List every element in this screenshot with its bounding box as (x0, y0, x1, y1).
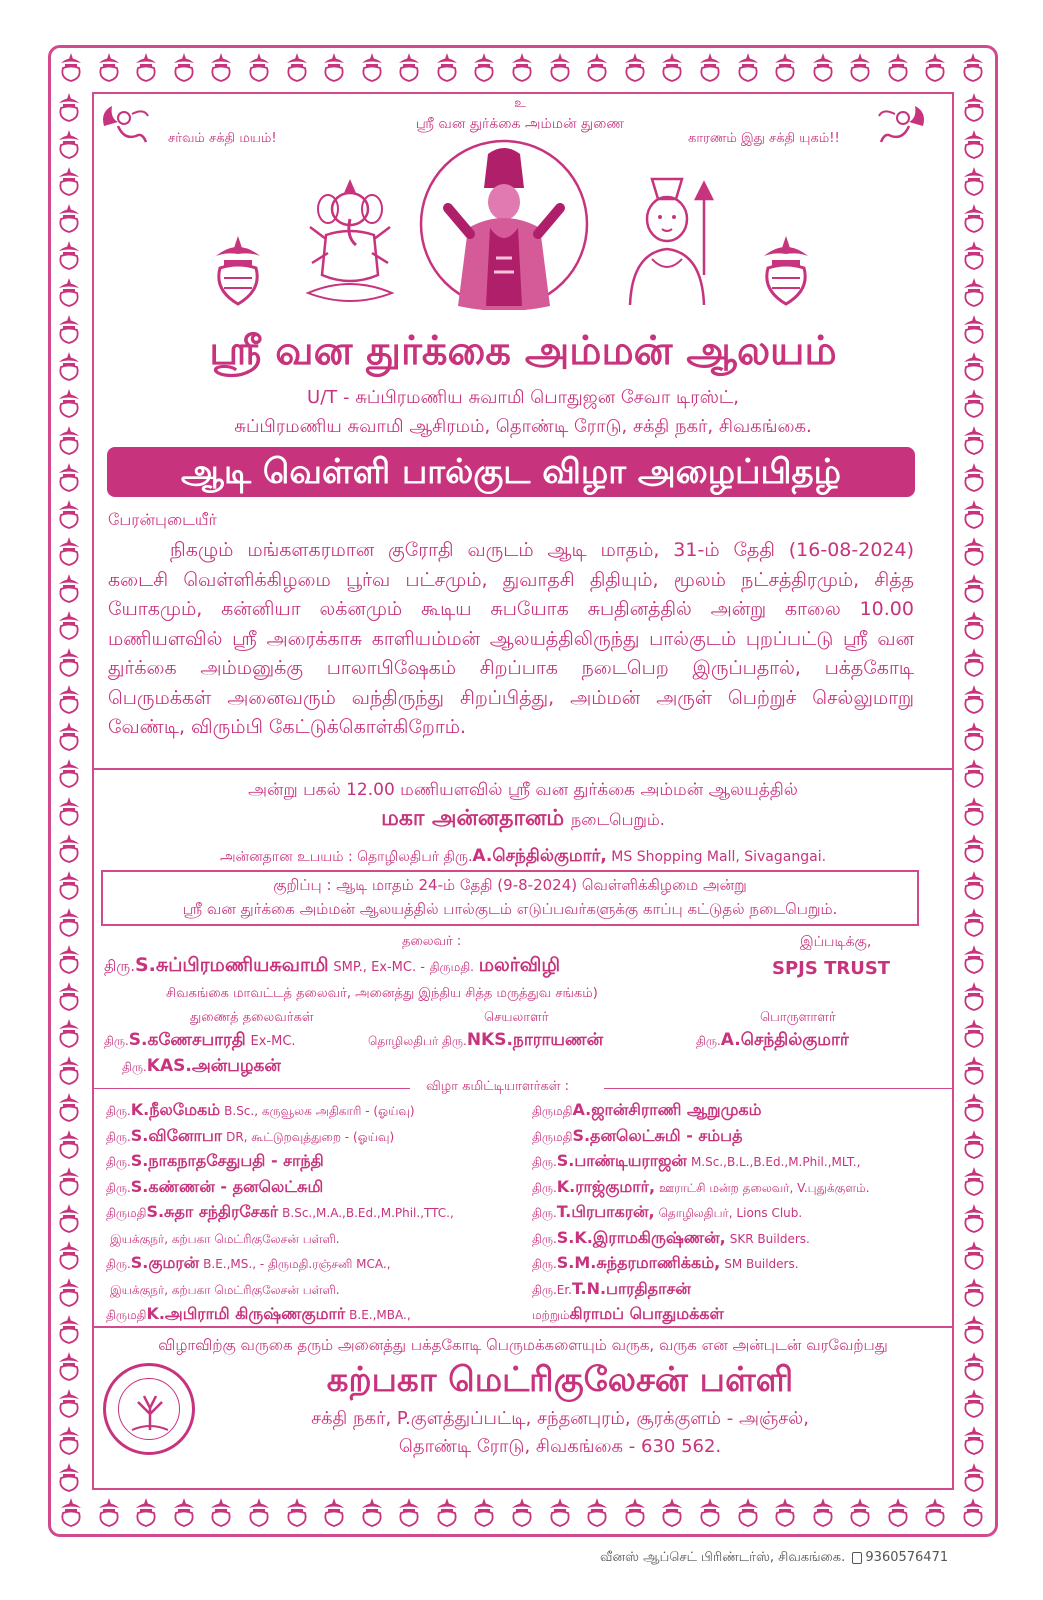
temple-title: ஸ்ரீ வன துர்க்கை அம்மன் ஆலயம் (209, 328, 837, 374)
kalasam-pot-icon (847, 52, 873, 86)
committee-member (106, 1177, 327, 1198)
president-role: சிவகங்கை மாவட்டத் தலைவர், அனைத்து இந்திய சித்த மருத்துவ சங்கம்) (166, 986, 598, 1001)
vp1-name: S.கணேசபாரதி (128, 1030, 246, 1050)
kalasam-pot-icon (284, 1497, 310, 1531)
angel-icon (877, 102, 929, 152)
committee-label: விழா கமிட்டியாளர்கள் : (426, 1079, 569, 1094)
president-prefix: திரு. (104, 957, 135, 975)
school-address-2: தொண்டி ரோடு, சிவகங்கை - 630 562. (398, 1436, 722, 1457)
kalasam-pot-icon (922, 1497, 948, 1531)
member-detail: DR, கூட்டுறவுத்துறை - (ஓய்வு) (226, 1129, 395, 1144)
blessing-line: ஸ்ரீ வன துர்க்கை அம்மன் துணை (415, 116, 625, 132)
kalasam-pot-icon (547, 1497, 573, 1531)
kalasam-pot-icon (56, 240, 82, 274)
committee-member (532, 1202, 802, 1223)
member-prefix: திரு. (532, 1257, 557, 1271)
committee-member (106, 1100, 415, 1121)
kalasam-pot-icon (885, 52, 911, 86)
school-seal (103, 1363, 195, 1455)
member-name: S.சுதா சந்திரசேகர் (146, 1202, 279, 1221)
member-prefix: திரு. (532, 1180, 557, 1195)
kalasam-pot-icon (58, 52, 84, 86)
member-detail: இயக்குநர், கற்பகா மெட்ரிகுலேசன் பள்ளி. (110, 1282, 340, 1297)
kalasam-pot-icon (56, 907, 82, 941)
kalasam-pot-icon (56, 1018, 82, 1052)
kalasam-pot-icon (210, 234, 266, 308)
kalasam-pot-icon (56, 277, 82, 311)
committee-member (106, 1253, 391, 1274)
kalasam-pot-icon (56, 1055, 82, 1089)
kalasam-pot-icon (56, 796, 82, 830)
kalasam-pot-icon (961, 1425, 987, 1459)
kalasam-pot-icon (961, 536, 987, 570)
secretary-name: NKS.நாராயணன் (466, 1030, 604, 1050)
member-prefix: திருமதி (106, 1308, 147, 1322)
member-detail: SKR Builders. (729, 1231, 810, 1246)
kalasam-pot-icon (396, 1497, 422, 1531)
kalasam-pot-icon (208, 1497, 234, 1531)
member-name: S.நாகநாதசேதுபதி - சாந்தி (130, 1151, 324, 1170)
member-name: T.பிரபாகரன், (556, 1202, 655, 1221)
kalasam-pot-icon (396, 52, 422, 86)
kalasam-pot-icon (961, 388, 987, 422)
committee-member (106, 1279, 340, 1299)
kalasam-pot-icon (961, 907, 987, 941)
kalasam-pot-icon (509, 1497, 535, 1531)
member-prefix: திரு. (532, 1155, 557, 1169)
committee-member (532, 1279, 695, 1300)
kalasam-pot-icon (56, 1277, 82, 1311)
kalasam-pot-icon (961, 1240, 987, 1274)
vp2-row (122, 1056, 281, 1078)
member-prefix: திரு. (106, 1129, 131, 1144)
member-prefix: திரு. (106, 1155, 131, 1169)
kalasam-pot-icon (471, 1497, 497, 1531)
kalasam-pot-icon (56, 1462, 82, 1496)
kalasam-pot-icon (960, 52, 986, 86)
left-slogan: சர்வம் சக்தி மயம்! (168, 131, 277, 146)
kalasam-pot-icon (961, 1388, 987, 1422)
president-label: தலைவர் : (402, 934, 462, 949)
member-detail: B.E.,MS., - திருமதி.ரஞ்சனி MCA., (203, 1257, 391, 1271)
committee-member (106, 1202, 454, 1223)
kalasam-pot-icon (56, 721, 82, 755)
kalasam-pot-icon (697, 52, 723, 86)
kalasam-pot-icon (847, 1497, 873, 1531)
school-address-1: சக்தி நகர், P.குளத்துப்பட்டி, சந்தனபுரம், சூரக்குளம் - அஞ்சல், (311, 1408, 809, 1429)
vp1-prefix: திரு. (104, 1034, 129, 1048)
right-slogan: காரணம் இது சக்தி யுகம்!! (688, 131, 840, 146)
kalasam-pot-icon (434, 1497, 460, 1531)
kalasam-pot-icon (961, 1203, 987, 1237)
kalasam-pot-icon (58, 1497, 84, 1531)
kalasam-pot-icon (56, 944, 82, 978)
kalasam-pot-icon (885, 1497, 911, 1531)
ganesha-icon (300, 175, 400, 310)
kalasam-pot-icon (284, 52, 310, 86)
note-line-2: ஸ்ரீ வன துர்க்கை அம்மன் ஆலயத்தில் பால்குடம் எடுப்பவர்களுக்கு காப்பு கட்டுதல் நடைபெறும். (182, 900, 838, 918)
kalasam-pot-icon (56, 573, 82, 607)
kalasam-pot-icon (735, 1497, 761, 1531)
kalasam-pot-icon (359, 52, 385, 86)
kalasam-pot-icon (321, 52, 347, 86)
treasurer-name: A.செந்தில்குமார் (720, 1030, 849, 1050)
committee-divider-right (604, 1088, 954, 1089)
member-name: S.M.சுந்தரமாணிக்கம், (556, 1253, 721, 1272)
member-name: S.பாண்டியராஜன் (556, 1151, 687, 1170)
member-detail: இயக்குநர், கற்பகா மெட்ரிகுலேசன் பள்ளி. (110, 1231, 340, 1246)
committee-member (532, 1100, 765, 1121)
kalasam-pot-icon (56, 684, 82, 718)
kalasam-pot-icon (56, 1203, 82, 1237)
kalasam-pot-icon (922, 52, 948, 86)
kalasam-pot-icon (961, 1018, 987, 1052)
member-detail: B.Sc.,M.A.,B.Ed.,M.Phil.,TTC., (282, 1206, 454, 1220)
divider (92, 1326, 954, 1328)
member-name: K.ராஜ்குமார், (556, 1176, 656, 1196)
secretary-prefix: தொழிலதிபர் திரு. (368, 1034, 467, 1048)
president-row (104, 954, 560, 979)
kalasam-pot-icon (56, 388, 82, 422)
member-name: S.கண்ணன் - தனலெட்சுமி (130, 1176, 324, 1196)
kalasam-pot-icon (56, 981, 82, 1015)
kalasam-pot-icon (56, 1166, 82, 1200)
kalasam-pot-icon (961, 129, 987, 163)
kalasam-pot-icon (471, 52, 497, 86)
kalasam-pot-icon (961, 758, 987, 792)
vp1-quals: Ex-MC. (250, 1034, 296, 1049)
member-detail: B.Sc., கருவூலக அதிகாரி - (ஓய்வு) (224, 1104, 415, 1118)
kalasam-pot-icon (961, 1314, 987, 1348)
kalasam-pot-icon (961, 277, 987, 311)
kalasam-pot-icon (56, 499, 82, 533)
committee-member (532, 1253, 799, 1274)
kalasam-pot-icon (659, 1497, 685, 1531)
printer-name: வீனஸ் ஆப்செட் பிரிண்டர்ஸ், சிவகங்கை. (600, 1550, 846, 1565)
kalasam-pot-icon (772, 1497, 798, 1531)
school-name: கற்பகா மெட்ரிகுலேசன் பள்ளி (326, 1360, 794, 1400)
kalasam-pot-icon (434, 52, 460, 86)
treasurer-label: பொருளாளர் (760, 1010, 836, 1025)
member-name: S.குமரன் (130, 1253, 200, 1272)
kalasam-pot-icon (56, 870, 82, 904)
kalasam-pot-icon (246, 52, 272, 86)
invitation-banner: ஆடி வெள்ளி பால்குட விழா அழைப்பிதழ் (107, 447, 915, 497)
kalasam-pot-icon (56, 1351, 82, 1385)
kalasam-pot-icon (96, 52, 122, 86)
member-name: S.K.இராமகிருஷ்ணன், (556, 1227, 726, 1247)
vp-label: துணைத் தலைவர்கள் (190, 1010, 314, 1025)
kalasam-pot-icon (961, 647, 987, 681)
kalasam-pot-icon (56, 647, 82, 681)
spouse-prefix: திருமதி. (429, 960, 474, 974)
member-prefix: திரு. (532, 1206, 557, 1220)
annadhanam-title-suffix: நடைபெறும். (571, 810, 665, 829)
murugan-icon (612, 175, 722, 310)
member-name: S.தனலெட்சுமி - சம்பத் (572, 1125, 743, 1145)
member-name: K.நீலமேகம் (130, 1100, 221, 1119)
note-line-1: குறிப்பு : ஆடி மாதம் 24-ம் தேதி (9-8-2024) வெள்ளிக்கிழமை அன்று (273, 876, 747, 894)
kalasam-pot-icon (961, 1462, 987, 1496)
kalasam-pot-icon (961, 981, 987, 1015)
annadhanam-sponsor (100, 846, 946, 868)
committee-member (532, 1151, 860, 1172)
kalasam-pot-icon (56, 1129, 82, 1163)
kalasam-pot-icon (961, 314, 987, 348)
annadhanam-title: மகா அன்னதானம் (381, 806, 565, 831)
kalasam-pot-icon (246, 1497, 272, 1531)
kalasam-pot-icon (961, 833, 987, 867)
kalasam-pot-icon (56, 425, 82, 459)
member-detail: SM Builders. (724, 1257, 799, 1271)
kalasam-pot-icon (56, 833, 82, 867)
member-prefix: திரு.Er. (532, 1282, 572, 1297)
sign-label: இப்படிக்கு, (800, 934, 872, 950)
member-name: K.அபிராமி கிருஷ்ணகுமார் (146, 1304, 346, 1323)
kalasam-pot-icon (622, 1497, 648, 1531)
kalasam-pot-icon (961, 240, 987, 274)
kalasam-pot-icon (961, 1351, 987, 1385)
member-detail: ஊராட்சி மன்ற தலைவர், V.புதுக்குளம். (659, 1180, 870, 1195)
member-name: T.N.பாரதிதாசன் (572, 1278, 691, 1298)
trust-line: U/T - சுப்பிரமணிய சுவாமி பொதுஜன சேவா டிரஸ்ட், (307, 387, 739, 408)
member-detail: B.E.,MBA., (349, 1308, 411, 1322)
committee-member (106, 1151, 328, 1172)
kalasam-pot-icon (961, 462, 987, 496)
committee-member (106, 1126, 394, 1147)
kalasam-pot-icon (56, 1092, 82, 1126)
member-prefix: திருமதி (532, 1129, 573, 1144)
kalasam-pot-icon (659, 52, 685, 86)
treasurer-prefix: திரு. (696, 1034, 721, 1048)
kalasam-pot-icon (961, 573, 987, 607)
committee-member (532, 1228, 810, 1249)
kalasam-pot-icon (56, 166, 82, 200)
annadhanam-title-row (100, 806, 946, 834)
durga-deity-icon (418, 138, 590, 310)
member-prefix: திரு. (106, 1180, 131, 1195)
committee-member (532, 1126, 747, 1147)
kalasam-pot-icon (961, 351, 987, 385)
printer-credit (600, 1550, 948, 1566)
vp2-name: KAS.அன்பழகன் (146, 1056, 281, 1076)
kalasam-pot-icon (56, 351, 82, 385)
kalasam-pot-icon (961, 92, 987, 126)
committee-member (532, 1177, 870, 1198)
secretary-label: செயலாளர் (484, 1010, 549, 1025)
divider (92, 768, 954, 770)
welcome-line: விழாவிற்கு வருகை தரும் அனைத்து பக்தகோடி பெருமக்களையும் வருக, வருக என அன்புடன் வரவேற்பது (158, 1336, 888, 1354)
vp1-row (104, 1030, 296, 1052)
sponsor-label: அன்னதான உபயம் : தொழிலதிபர் திரு. (219, 849, 473, 865)
address-line: சுப்பிரமணிய சுவாமி ஆசிரமம், தொண்டி ரோடு, சக்தி நகர், சிவகங்கை. (234, 416, 812, 437)
kalasam-pot-icon (359, 1497, 385, 1531)
member-name: A.ஜான்சிராணி ஆறுமுகம் (572, 1100, 762, 1119)
treasurer-row (696, 1030, 849, 1052)
top-mark: உ (514, 96, 526, 111)
kalasam-pot-icon (56, 1425, 82, 1459)
kalasam-pot-icon (56, 129, 82, 163)
member-name: கிராமப் பொதுமக்கள் (569, 1304, 724, 1323)
angel-icon (98, 102, 150, 152)
kalasam-pot-icon (56, 462, 82, 496)
kalasam-pot-icon (56, 536, 82, 570)
kalasam-pot-icon (56, 1240, 82, 1274)
invitation-body: நிகழும் மங்களகரமான குரோதி வருடம் ஆடி மாதம், 31-ம் தேதி (16-08-2024) கடைசி வெள்ளிக்கிழமை பூர்வ பட்சமும், துவாதசி திதியும், மூலம் நட்சத்திரமும், சித்த யோகமும், கன்னியா லக்னமும் கூடிய சுபயோக சுபதினத்தில் அன்று காலை 10.00 மணியளவில் ஸ்ரீ அரைக்காசு காளியம்மன் ஆலயத்திலிருந்து பால்குடம் புறப்பட்டு ஸ்ரீ வன துர்க்கை அம்மனுக்கு பாலாபிஷேகம் சிறப்பாக நடைபெற இருப்பதால், பக்தகோடி பெருமக்கள் அனைவரும் வந்திருந்து சிறப்பித்து, அம்மன் அருள் பெற்றுச் செல்லுமாறு வேண்டி, விரும்பி கேட்டுக்கொள்கிறோம். (108, 539, 914, 738)
kalasam-pot-icon (56, 610, 82, 644)
kalasam-pot-icon (961, 870, 987, 904)
committee-divider-left (92, 1088, 410, 1089)
member-detail: M.Sc.,B.L.,B.Ed.,M.Phil.,MLT., (690, 1155, 861, 1169)
kalasam-pot-icon (772, 52, 798, 86)
president-name: S.சுப்பிரமணியசுவாமி (134, 954, 329, 976)
kalasam-pot-icon (810, 52, 836, 86)
member-prefix: திரு. (106, 1104, 131, 1118)
kalasam-pot-icon (171, 1497, 197, 1531)
kalasam-pot-icon (961, 166, 987, 200)
kalasam-pot-icon (56, 1314, 82, 1348)
kalasam-pot-icon (960, 1497, 986, 1531)
kalasam-pot-icon (56, 758, 82, 792)
kalasam-pot-icon (961, 721, 987, 755)
kalasam-pot-icon (961, 684, 987, 718)
member-prefix: திருமதி (532, 1104, 573, 1118)
kalasam-pot-icon (961, 796, 987, 830)
kalasam-pot-icon (171, 52, 197, 86)
member-prefix: திருமதி (106, 1206, 147, 1220)
salutation: பேரன்புடையீர் (108, 510, 217, 529)
kalasam-pot-icon (56, 92, 82, 126)
kalasam-pot-icon (56, 314, 82, 348)
member-name: S.வினோபா (130, 1125, 223, 1145)
kalasam-pot-icon (56, 1388, 82, 1422)
kalasam-pot-icon (735, 52, 761, 86)
printer-phone: 9360576471 (865, 1550, 949, 1565)
kalasam-pot-icon (208, 52, 234, 86)
secretary-row (368, 1030, 603, 1052)
committee-member (532, 1304, 728, 1325)
kalasam-pot-icon (96, 1497, 122, 1531)
member-prefix: திரு. (532, 1231, 557, 1246)
kalasam-pot-icon (961, 610, 987, 644)
member-detail: தொழிலதிபர், Lions Club. (658, 1206, 803, 1220)
kalasam-pot-icon (961, 1092, 987, 1126)
member-prefix: மற்றும் (532, 1308, 570, 1322)
president-quals: SMP., Ex-MC. - (333, 960, 425, 975)
kalasam-pot-icon (584, 52, 610, 86)
kalasam-pot-icon (321, 1497, 347, 1531)
kalasam-pot-icon (961, 1166, 987, 1200)
member-prefix: திரு. (106, 1257, 131, 1271)
annadhanam-line: அன்று பகல் 12.00 மணியளவில் ஸ்ரீ வன துர்க்கை அம்மன் ஆலயத்தில் (248, 780, 798, 800)
tree-seal-icon (128, 1386, 172, 1432)
kalasam-pot-icon (961, 499, 987, 533)
kalasam-pot-icon (961, 944, 987, 978)
kalasam-pot-icon (961, 203, 987, 237)
kalasam-pot-icon (758, 234, 814, 308)
kalasam-pot-icon (133, 1497, 159, 1531)
kalasam-pot-icon (697, 1497, 723, 1531)
kalasam-pot-icon (584, 1497, 610, 1531)
kalasam-pot-icon (810, 1497, 836, 1531)
sponsor-business: MS Shopping Mall, Sivagangai. (611, 849, 827, 865)
committee-member (106, 1304, 411, 1325)
kalasam-pot-icon (961, 1055, 987, 1089)
kalasam-pot-icon (133, 52, 159, 86)
kalasam-pot-icon (547, 52, 573, 86)
kalasam-pot-icon (961, 425, 987, 459)
kalasam-pot-icon (961, 1129, 987, 1163)
spouse-name: மலர்விழி (478, 954, 561, 976)
vp2-prefix: திரு. (122, 1060, 147, 1074)
kalasam-pot-icon (961, 1277, 987, 1311)
sponsor-name: A.செந்தில்குமார், (472, 846, 607, 866)
kalasam-pot-icon (509, 52, 535, 86)
kalasam-pot-icon (56, 203, 82, 237)
phone-icon (852, 1552, 862, 1564)
kalasam-pot-icon (622, 52, 648, 86)
committee-member (106, 1228, 340, 1248)
trust-name: SPJS TRUST (772, 958, 891, 979)
